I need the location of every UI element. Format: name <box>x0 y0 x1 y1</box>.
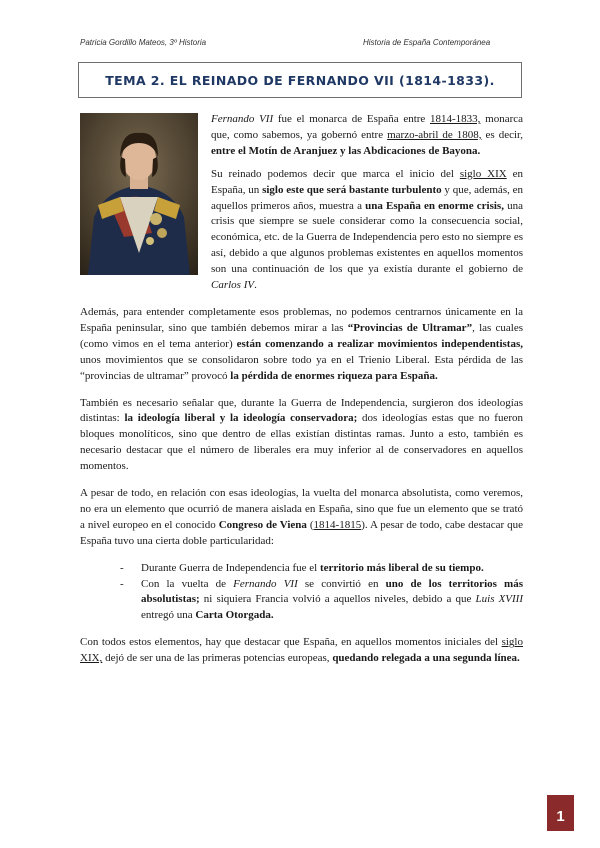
list-item: - Durante Guerra de Independencia fue el territorio más liberal de su tiempo. <box>120 561 523 577</box>
header-author: Patricia Gordillo Mateos, 3º Historia <box>80 38 207 47</box>
document-body <box>80 112 523 678</box>
list-item: - Con la vuelta de Fernando VII se convirtió en uno de los territorios más absolutistas; ni siquiera Francia volvió a aquellos niveles, debido a que Luis XVIII entregó una Carta Otorgada. <box>120 577 523 625</box>
title-box <box>78 62 522 98</box>
paragraph-5: A pesar de todo, en relación con esas ideologías, la vuelta del monarca absolutista, como veremos, no era un elemento que ocurrió de manera aislada en España, sino que fue un elemento que se trató a nivel europeo en el conocido Congreso de Viena (1814-1815). A pesar de todo, cabe destacar que España tuvo una cierta doble particularidad: <box>80 487 523 547</box>
document-title: TEMA 2. EL REINADO DE FERNANDO VII (1814-1833). <box>105 72 495 88</box>
header-course: Historia de España Contemporánea <box>363 38 491 47</box>
page-number: 1 <box>547 795 574 831</box>
paragraph-4: También es necesario señalar que, durante la Guerra de Independencia, surgieron dos ideologías distintas: la ideología liberal y la ideología conservadora; dos ideologías estas que no fueron bloques monolíticos, sino que dentro de ellas existían distintas ramas. Junto a esto, también es necesario destacar que el número de liberales era muy inferior al de conservadores en aquellos momentos. <box>80 396 524 473</box>
paragraph-2: Su reinado podemos decir que marca el inicio del siglo XIX en España, un siglo este que será bastante turbulento y que, además, en aquellos primeros años, muestra a una España en enorme crisis, una crisis que siempre se suele considerar como la consecuencia social, económica, etc. de la Guerra de Independencia pero esto no siempre es así, debido a que algunos problemas existentes en aquellos momentos son una continuación de los que ya existía durante el gobierno de Carlos IV. <box>211 167 524 292</box>
paragraph-3: Además, para entender completamente esos problemas, no podemos centrarnos únicamente en la España peninsular, sino que también debemos mirar a las “Provincias de Ultramar”, las cuales (como vimos en el tema anterior) están comenzando a realizar movimientos independentistas, unos movimientos que se consolidaron sobre todo ya en el Trienio Liberal. Esta pérdida de las “provincias de ultramar” provocó la pérdida de enormes riqueza para España. <box>80 305 524 382</box>
paragraph-1: Fernando VII fue el monarca de España entre 1814-1833, monarca que, como sabemos, ya gobernó entre marzo-abril de 1808, es decir, entre el Motín de Aranjuez y las Abdicaciones de Bayona. <box>211 113 524 157</box>
particularity-list <box>80 561 523 625</box>
paragraph-6: Con todos estos elementos, hay que destacar que España, en aquellos momentos iniciales del siglo XIX, dejó de ser una de las primeras potencias europeas, quedando relegada a una segunda línea. <box>80 636 523 665</box>
